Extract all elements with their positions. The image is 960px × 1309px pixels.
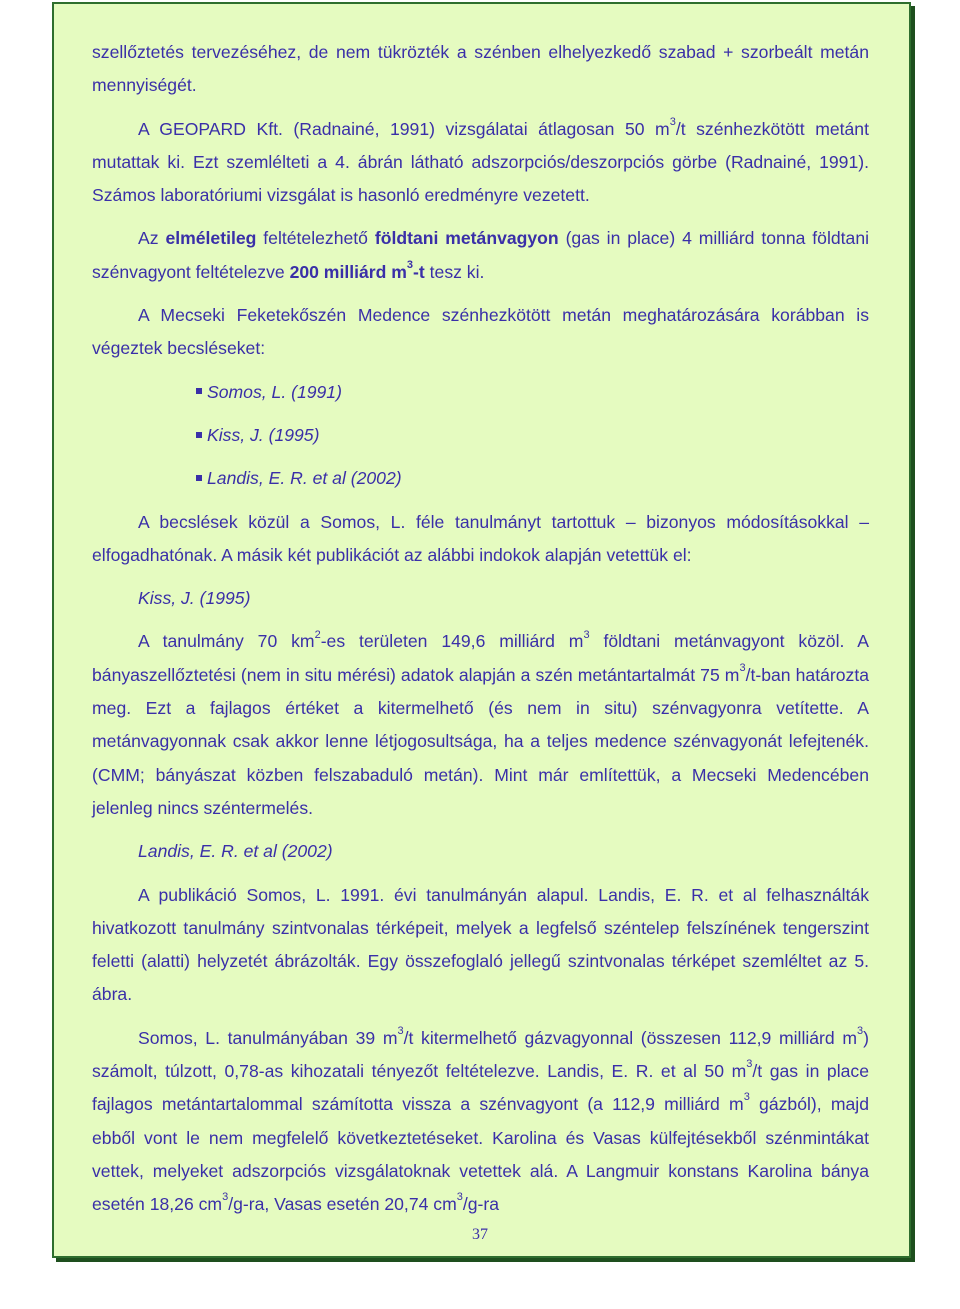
document-body [92, 36, 869, 1232]
paragraph-6: A tanulmány 70 $km^2-es$ területen 149,6 milliárd $m^3$ földtani metánvagyont közöl. A bányaszellőztetési (nem in situ mérési) adatok alapján a szén metántartalmát 75 $m^3/t$-ban határozta meg. Ezt a fajlagos értéket a kitermelhető (és nem in situ) szénvagyonra vetítette. A metánvagyonnak csak akkor lenne létjogosultsága, ha a teljes medence szénvagyonát lefejtenék. (CMM; bányászat közben felszabaduló metán). Mint már említettük, a Mecseki Medencében jelenleg nincs széntermelés. [92, 628, 870, 818]
section-heading-kiss: Kiss, J. (1995) [138, 588, 251, 609]
paragraph-7: A publikáció Somos, L. 1991. évi tanulmányán alapul. Landis, E. R. et al felhasználták hivatkozott tanulmány szintvonalas térképeit, melyek a legfelső széntelep felszínének tengerszint feletti (alatti) helyzetét ábrázolták. Egy összefoglaló jellegű szintvonalas térképet szemléltet az 5. ábra. [92, 884, 869, 1005]
reference-item: Landis, E. R. et al (2002) [196, 462, 869, 495]
paragraph-1: szellőztetés tervezéséhez, de nem tükrözték a szénben elhelyezkedő szabad + szorbeált metán mennyiségét. [92, 42, 869, 96]
bullet-icon [196, 475, 202, 481]
page-number: 37 [472, 1226, 488, 1243]
paragraph-4: A Mecseki Feketekőszén Medence szénhezkötött metán meghatározására korábban is végeztek becsléseket: [92, 305, 869, 359]
reference-item: Somos, L. (1991) [196, 376, 869, 409]
reference-item: Kiss, J. (1995) [196, 419, 869, 452]
bullet-icon [196, 432, 202, 438]
section-heading-landis: Landis, E. R. et al (2002) [138, 841, 333, 862]
paragraph-2: A GEOPARD Kft. (Radnainé, 1991) vizsgálatai átlagosan 50 $m^3/t$ szénhezkötött metánt mutattak ki. Ezt szemlélteti a 4. ábrán látható adszorpciós/deszorpciós görbe (Radnainé, 1991). Számos laboratóriumi vizsgálat is hasonló eredményre vezetett. [92, 115, 869, 206]
paragraph-5: A becslések közül a Somos, L. féle tanulmányt tartottuk – bizonyos módosításokkal – elfogadhatónak. A másik két publikációt az alábbi indokok alapján vetettük el: [92, 511, 869, 565]
paragraph-3: Az elméletileg feltételezhető földtani metánvagyon (gas in place) 4 milliárd tonna földtani szénvagyont feltételezve 200 milliárd $m^3-t$ tesz ki. [92, 228, 870, 282]
bullet-icon [196, 388, 202, 394]
paragraph-8: Somos, L. tanulmányában 39 $m^3/t$ kitermelhető gázvagyonnal (összesen 112,9 milliárd $m^3$) számolt, túlzott, 0,78-as kihozatali tényezőt feltételezve. Landis, E. R. et al 50 $m^3/t$ gas in place fajlagos metántartalommal számította vissza a szénvagyont (a 112,9 milliárd $m^3$ gázból), majd ebből vont le nem megfelelő következtetéseket. Karolina és Vasas külfejtésekből szénmintákat vettek, melyeket adszorpciós vizsgálatoknak vetettek alá. A Langmuir konstans Karolina bánya esetén 18,26 $cm^3/g-ra$, Vasas esetén 20,74 $cm^3/g-ra$ [92, 1024, 869, 1215]
